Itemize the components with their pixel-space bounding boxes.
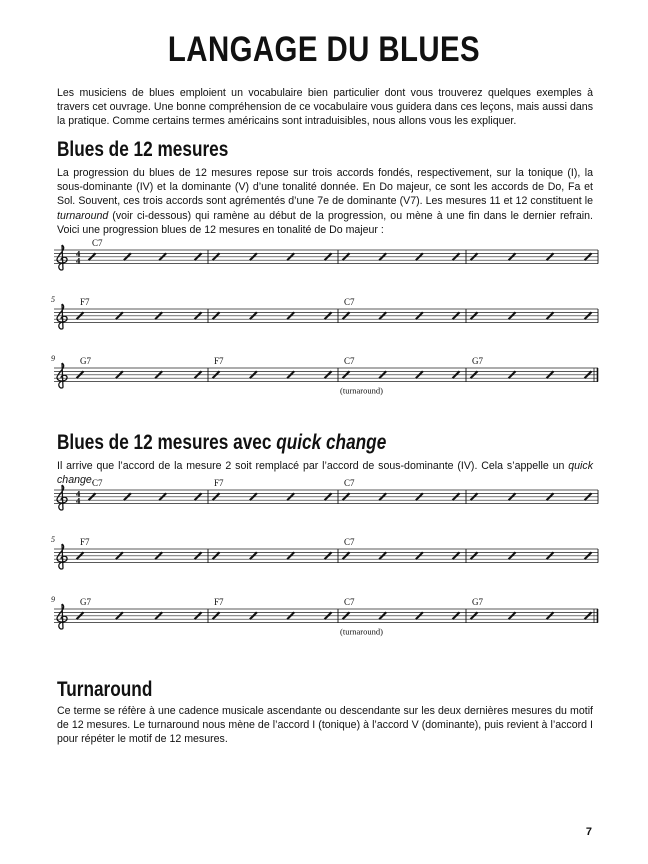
staff-svg xyxy=(54,238,598,290)
text-run: Turnaround xyxy=(57,678,153,701)
chord-symbol: C7 xyxy=(344,597,355,607)
chord-symbol: C7 xyxy=(92,478,103,488)
chord-symbol: C7 xyxy=(344,478,355,488)
measure-number: 9 xyxy=(51,354,55,363)
music-staff-system-2 xyxy=(51,295,598,349)
treble-clef-icon xyxy=(57,485,67,510)
time-signature-bottom: 4 xyxy=(76,255,81,266)
chord-symbol: G7 xyxy=(80,356,91,366)
chord-symbol: C7 xyxy=(92,238,103,248)
staff-svg xyxy=(54,478,598,530)
music-staff-system-5 xyxy=(51,535,598,589)
text-run: quick change xyxy=(276,431,387,454)
turnaround-label: (turnaround) xyxy=(340,626,383,637)
chord-symbol: F7 xyxy=(80,297,90,307)
section-heading-turnaround xyxy=(57,677,152,703)
treble-clef-icon xyxy=(57,363,67,388)
text-run: Il arrive que l’accord de la mesure 2 soit remplacé par l’accord de sous-dominante (IV). Cela s’appelle un xyxy=(57,460,569,472)
page-title: LANGAGE DU BLUES xyxy=(167,30,481,69)
treble-clef-icon xyxy=(57,304,67,329)
text-run: La progression du blues de 12 mesures repose sur trois accords fondés, respectivement, sur la tonique (I), la sous-dominante (IV) et la dominante (V) d’une tonalité donnée. En Do majeur, ce sont les accords de Do, Fa et Sol. Souvent, ces trois accords sont agrémentés d’une 7e de dominante (V7). Les mesures 11 et 12 constituent le xyxy=(57,167,593,208)
chord-symbol: G7 xyxy=(472,597,483,607)
section-heading-quick-change xyxy=(57,430,386,456)
chord-symbol: C7 xyxy=(344,297,355,307)
text-run: (voir ci-dessous) qui ramène au début de la progression, ou mène à une fin dans le dernier refrain. Voici une progression blues de 12 mesures en tonalité de Do majeur : xyxy=(57,209,593,236)
text-run: quick change. xyxy=(57,460,593,487)
measure-number: 9 xyxy=(51,595,55,604)
chord-symbol: F7 xyxy=(214,597,224,607)
intro-paragraph xyxy=(57,86,593,129)
turnaround-label: (turnaround) xyxy=(340,385,383,396)
music-staff-system-1 xyxy=(54,238,598,290)
text-run: Ce terme se réfère à une cadence musicale ascendante ou descendante sur les deux dernières mesures du motif de 12 mesures. Le turnaround nous mène de l’accord I (tonique) à l’accord V (dominante), puis revient à l’accord I pour répéter le motif de 12 mesures. xyxy=(57,705,593,746)
treble-clef-icon xyxy=(57,245,67,270)
chord-symbol: C7 xyxy=(344,537,355,547)
text-run: turnaround xyxy=(57,209,109,222)
text-run: Blues de 12 mesures avec xyxy=(57,431,277,454)
chord-symbol: G7 xyxy=(472,356,483,366)
measure-number: 5 xyxy=(51,295,55,304)
time-signature-bottom: 4 xyxy=(76,495,81,506)
chord-symbol: F7 xyxy=(214,478,224,488)
staff-svg xyxy=(51,295,598,349)
time-signature-top: 4 xyxy=(76,488,81,499)
treble-clef-icon xyxy=(57,604,67,629)
music-staff-system-6 xyxy=(51,595,598,649)
chord-symbol: F7 xyxy=(80,537,90,547)
chord-symbol: F7 xyxy=(214,356,224,366)
section-heading-blues-12 xyxy=(57,137,228,163)
chord-symbol: G7 xyxy=(80,597,91,607)
staff-svg xyxy=(51,354,598,408)
section-paragraph-turnaround xyxy=(57,704,593,747)
music-staff-system-4 xyxy=(54,478,598,530)
chord-symbol: C7 xyxy=(344,356,355,366)
music-staff-system-3 xyxy=(51,354,598,408)
staff-svg xyxy=(51,595,598,649)
section-paragraph-blues-12 xyxy=(57,166,593,237)
page-number: 7 xyxy=(585,826,592,838)
treble-clef-icon xyxy=(57,544,67,569)
measure-number: 5 xyxy=(51,535,55,544)
time-signature-top: 4 xyxy=(76,248,81,259)
text-run: Les musiciens de blues emploient un vocabulaire bien particulier dont vous trouverez quelques exemples à travers cet ouvrage. Une bonne compréhension de ce vocabulaire vous guidera dans ces leçons, mais aussi dans la pratique. Comme certains termes américains sont intraduisibles, nous allons vous les expliquer. xyxy=(57,87,593,128)
staff-svg xyxy=(51,535,598,589)
text-run: Blues de 12 mesures xyxy=(57,138,229,161)
